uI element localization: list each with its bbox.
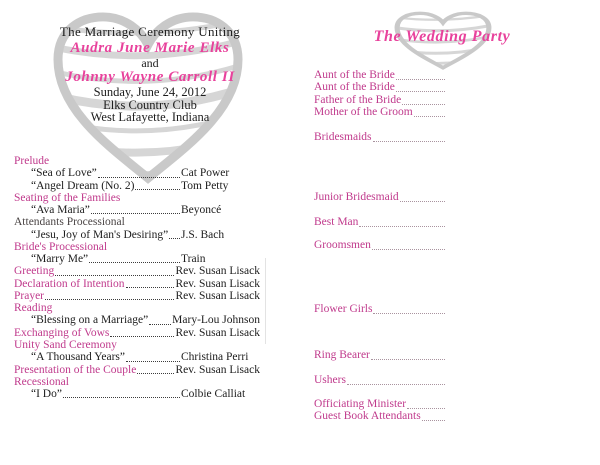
role-label: Junior Bridesmaid — [314, 191, 399, 203]
program-heading-row — [14, 278, 260, 290]
ceremony-date: Sunday, June 24, 2012 — [93, 85, 207, 99]
page-fold-line — [265, 258, 266, 344]
section-heading: Seating of the Families — [14, 191, 121, 204]
song-title: “Blessing on a Marriage” — [31, 314, 149, 327]
song-title: “Marry Me” — [31, 253, 89, 266]
role-label: Aunt of the Bride — [314, 69, 395, 81]
ceremony-location: West Lafayette, Indiana — [90, 110, 210, 125]
groom-name: Johnny Wayne Carroll II — [65, 69, 235, 85]
dot-leader — [396, 91, 445, 92]
section-heading: Attendants Processional — [14, 216, 125, 229]
program-list — [14, 155, 260, 400]
dot-leader — [110, 336, 174, 337]
song-title: “Jesu, Joy of Man's Desiring” — [31, 228, 169, 241]
wedding-party-role-row — [314, 398, 446, 411]
song-title: “Ava Maria” — [31, 204, 90, 217]
section-heading: Greeting — [14, 265, 55, 278]
dot-leader — [137, 373, 174, 374]
wedding-party-role-row — [314, 69, 446, 82]
dot-leader — [422, 420, 445, 421]
role-label: Father of the Bride — [314, 94, 402, 106]
wedding-party-role-row — [314, 239, 446, 252]
role-label: Ushers — [314, 374, 346, 386]
dot-leader — [63, 397, 180, 398]
program-song-row — [14, 180, 260, 192]
wedding-party-role-row — [314, 81, 446, 94]
dot-leader — [55, 275, 174, 276]
dot-leader — [402, 104, 445, 105]
wedding-party-role-row — [314, 216, 446, 229]
section-heading: Bride's Processional — [14, 240, 108, 253]
section-heading: Recessional — [14, 375, 69, 388]
role-label: Officiating Minister — [314, 398, 407, 410]
role-label: Aunt of the Bride — [314, 81, 395, 93]
performer-name: Rev. Susan Lisack — [175, 326, 260, 339]
program-song-row — [14, 351, 260, 363]
program-song-row — [14, 229, 260, 241]
bride-name: Audra June Marie Elks — [70, 40, 230, 56]
program-song-row — [14, 167, 260, 179]
wedding-party-title: The Wedding Party — [373, 28, 511, 45]
section-heading: Declaration of Intention — [14, 277, 125, 290]
role-label: Guest Book Attendants — [314, 410, 421, 422]
wedding-party-role-row — [314, 303, 446, 316]
dot-leader — [373, 141, 446, 142]
program-heading-row — [14, 290, 260, 302]
performer-name: Mary-Lou Johnson — [172, 314, 260, 327]
dot-leader — [126, 287, 175, 288]
program-heading-row — [14, 302, 260, 314]
program-song-row — [14, 204, 260, 216]
role-label: Flower Girls — [314, 303, 373, 315]
wedding-party-role-row — [314, 374, 446, 387]
program-heading-row — [14, 192, 260, 204]
wedding-party-role-row — [314, 410, 446, 423]
wedding-party-role-row — [314, 131, 446, 144]
performer-name: Tom Petty — [181, 179, 229, 192]
dot-leader — [396, 79, 445, 80]
dot-leader — [347, 384, 445, 385]
program-song-row — [14, 388, 260, 400]
performer-name: J.S. Bach — [181, 228, 225, 241]
role-label: Groomsmen — [314, 239, 371, 251]
program-heading-row — [14, 376, 260, 388]
section-heading: Presentation of the Couple — [14, 363, 137, 376]
program-heading-row — [14, 265, 260, 277]
performer-name: Colbie Calliat — [181, 388, 246, 401]
wedding-party-role-row — [314, 349, 446, 362]
performer-name: Beyoncé — [181, 204, 222, 217]
song-title: “I Do” — [31, 388, 62, 401]
song-title: “A Thousand Years” — [31, 351, 126, 364]
role-label: Bridesmaids — [314, 131, 372, 143]
dot-leader — [372, 249, 445, 250]
program-heading-row — [14, 327, 260, 339]
program-song-row — [14, 314, 260, 326]
dot-leader — [414, 116, 445, 117]
dot-leader — [169, 238, 180, 239]
program-heading-row — [14, 241, 260, 253]
performer-name: Christina Perri — [181, 351, 249, 364]
dot-leader — [89, 262, 180, 263]
dot-leader — [45, 299, 174, 300]
wedding-party-page — [300, 0, 600, 465]
dot-leader — [98, 177, 180, 178]
program-heading-row — [14, 364, 260, 376]
dot-leader — [149, 324, 171, 325]
dot-leader — [135, 189, 180, 190]
performer-name: Rev. Susan Lisack — [175, 289, 260, 302]
conjunction-and: and — [141, 56, 159, 70]
program-heading-row — [14, 339, 260, 351]
dot-leader — [91, 213, 180, 214]
role-label: Ring Bearer — [314, 349, 370, 361]
section-heading: Exchanging of Vows — [14, 326, 110, 339]
performer-name: Rev. Susan Lisack — [175, 363, 260, 376]
wedding-party-role-row — [314, 191, 446, 204]
performer-name: Rev. Susan Lisack — [175, 265, 260, 278]
program-song-row — [14, 253, 260, 265]
section-heading: Prelude — [14, 155, 50, 167]
ceremony-title: The Marriage Ceremony Uniting — [59, 24, 241, 39]
performer-name: Rev. Susan Lisack — [175, 277, 260, 290]
dot-leader — [126, 361, 180, 362]
section-heading: Unity Sand Ceremony — [14, 338, 117, 351]
role-label: Mother of the Groom — [314, 106, 413, 118]
wedding-party-role-row — [314, 106, 446, 119]
program-heading-row — [14, 155, 260, 167]
wedding-party-roles-list — [300, 0, 600, 465]
dot-leader — [407, 408, 445, 409]
ceremony-header — [30, 24, 270, 124]
role-label: Best Man — [314, 216, 359, 228]
ceremony-venue: Elks Country Club — [103, 97, 197, 112]
song-title: “Angel Dream (No. 2) — [31, 179, 135, 192]
dot-leader — [359, 226, 445, 227]
dot-leader — [400, 201, 445, 202]
section-heading: Reading — [14, 302, 53, 315]
wedding-party-role-row — [314, 94, 446, 107]
program-heading-row — [14, 216, 260, 228]
dot-leader — [371, 359, 445, 360]
dot-leader — [373, 313, 445, 314]
performer-name: Train — [181, 253, 206, 266]
performer-name: Cat Power — [181, 167, 230, 180]
song-title: “Sea of Love” — [31, 167, 97, 180]
section-heading: Prayer — [14, 289, 45, 302]
